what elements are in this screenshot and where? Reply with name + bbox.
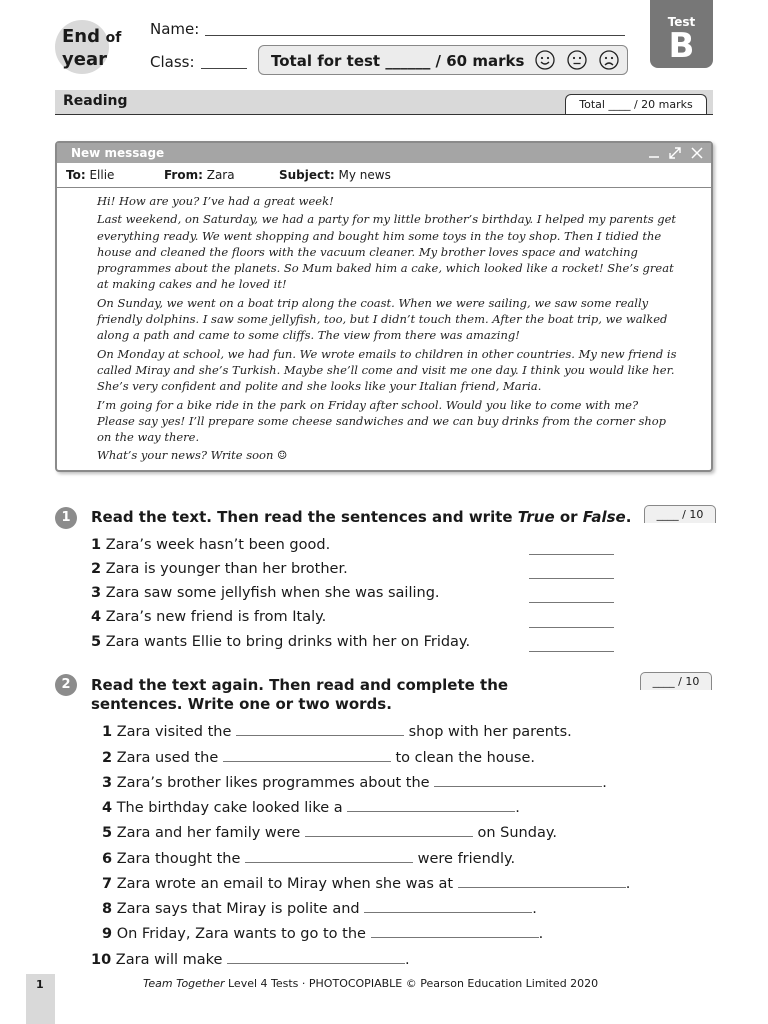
ex2-blank[interactable]	[223, 749, 391, 762]
email-paragraph: On Monday at school, we had fun. We wrote emails to children in other countries. My new friend is called Miray and she’s Turkish. Maybe she’ll come and visit me one day. I think you would like her. She’s very confident and polite and she looks like your Italian friend, Maria.	[97, 346, 677, 394]
ex2-item: 5 Zara and her family were on Sunday.	[102, 825, 557, 841]
sad-face-icon[interactable]	[599, 50, 619, 70]
page-number: 1	[36, 978, 44, 991]
email-header-fields	[57, 163, 711, 188]
close-icon[interactable]	[689, 145, 705, 161]
reading-title: Reading	[63, 93, 128, 109]
total-for-test-label: Total for test ______ / 60 marks	[271, 52, 525, 70]
ex1-answer-line[interactable]	[529, 601, 614, 603]
ex2-item: 1 Zara visited the shop with her parents.	[102, 724, 572, 740]
email-paragraph: I’m going for a bike ride in the park on Friday after school. Would you like to come with me? Please say yes! I’ll prepare some cheese sandwiches and we can buy drinks from the corner shop on the way there.	[97, 397, 667, 445]
ex1-answer-line[interactable]	[529, 553, 614, 555]
exercise-2-instructions: Read the text again. Then read and complete the sentences. Write one or two words.	[91, 676, 509, 713]
footer-credit: Team Together Level 4 Tests · PHOTOCOPIABLE © Pearson Education Limited 2020	[143, 977, 599, 990]
ex1-item: 5 Zara wants Ellie to bring drinks with her on Friday.	[91, 634, 471, 650]
to-field: To: Ellie	[66, 168, 115, 182]
ex1-item: 3 Zara saw some jellyfish when she was sailing.	[91, 585, 440, 601]
exercise-1-number: 1	[55, 507, 77, 529]
email-window	[55, 141, 713, 472]
total-for-test-box	[258, 45, 628, 75]
ex1-item: 4 Zara’s new friend is from Italy.	[91, 609, 327, 625]
class-label: Class:	[150, 53, 195, 71]
ex1-answer-line[interactable]	[529, 577, 614, 579]
exercise-2-number: 2	[55, 674, 77, 696]
name-label: Name:	[150, 20, 200, 38]
ex1-answer-line[interactable]	[529, 626, 614, 628]
reading-section-bar	[55, 90, 713, 115]
from-field: From: Zara	[164, 168, 235, 182]
email-paragraph: Last weekend, on Saturday, we had a party for my little brother’s birthday. I helped my parents get everything ready. We went shopping and bought him some toys in the toy shop. Then I tidied the house and cleaned the floors with the vacuum cleaner. My brother loves space and watching programmes about the planets. So Mum baked him a cake, which looked like a rocket! She’s great at making cakes and he loved it!	[97, 212, 677, 292]
ex1-item: 1 Zara’s week hasn’t been good.	[91, 537, 331, 553]
ex2-item: 3 Zara’s brother likes programmes about the .	[102, 775, 607, 791]
ex2-blank[interactable]	[305, 824, 473, 837]
email-titlebar	[57, 143, 711, 163]
end-of-year-label: End of year	[62, 26, 122, 70]
ex2-blank[interactable]	[245, 850, 413, 863]
exercise-2-score-tag: ____ / 10	[640, 672, 712, 690]
name-field[interactable]	[205, 35, 625, 36]
ex2-item: 8 Zara says that Miray is polite and .	[102, 901, 537, 917]
exercise-1-instructions: Read the text. Then read the sentences and write True or False.	[91, 508, 632, 526]
email-paragraph: On Sunday, we went on a boat trip along the coast. When we were sailing, we saw some really friendly dolphins. I saw some jellyfish, too, but I didn’t touch them. After the boat trip, we walked along a path and came to some cliffs. The view from there was amazing!	[97, 295, 668, 343]
class-field[interactable]	[201, 68, 247, 69]
email-paragraph: What’s your news? Write soon ☺	[97, 448, 288, 463]
ex2-blank[interactable]	[236, 723, 404, 736]
email-body	[97, 193, 677, 466]
email-window-title: New message	[71, 146, 165, 160]
ex2-blank[interactable]	[458, 875, 626, 888]
reading-total-tag: Total ____ / 20 marks	[565, 94, 707, 114]
ex1-item: 2 Zara is younger than her brother.	[91, 561, 348, 577]
ex2-blank[interactable]	[227, 951, 405, 964]
ex2-item: 4 The birthday cake looked like a .	[102, 800, 520, 816]
ex2-item: 6 Zara thought the were friendly.	[102, 851, 516, 867]
ex2-blank[interactable]	[371, 925, 539, 938]
expand-icon[interactable]	[667, 145, 683, 161]
subject-field: Subject: My news	[279, 168, 391, 182]
happy-face-icon[interactable]	[535, 50, 555, 70]
ex2-item: 7 Zara wrote an email to Miray when she was at .	[102, 876, 631, 892]
email-paragraph: Hi! How are you? I’ve had a great week!	[97, 194, 334, 208]
ex2-item: 9 On Friday, Zara wants to go to the .	[102, 926, 544, 942]
minimize-icon[interactable]	[646, 145, 662, 161]
ex2-item: 10 Zara will make .	[91, 952, 410, 968]
ex2-blank[interactable]	[434, 774, 602, 787]
test-tab: Test B	[650, 0, 713, 68]
ex2-item: 2 Zara used the to clean the house.	[102, 750, 535, 766]
neutral-face-icon[interactable]	[567, 50, 587, 70]
ex2-blank[interactable]	[347, 799, 515, 812]
exercise-1-score-tag: ____ / 10	[644, 505, 716, 523]
ex2-blank[interactable]	[364, 900, 532, 913]
ex1-answer-line[interactable]	[529, 650, 614, 652]
